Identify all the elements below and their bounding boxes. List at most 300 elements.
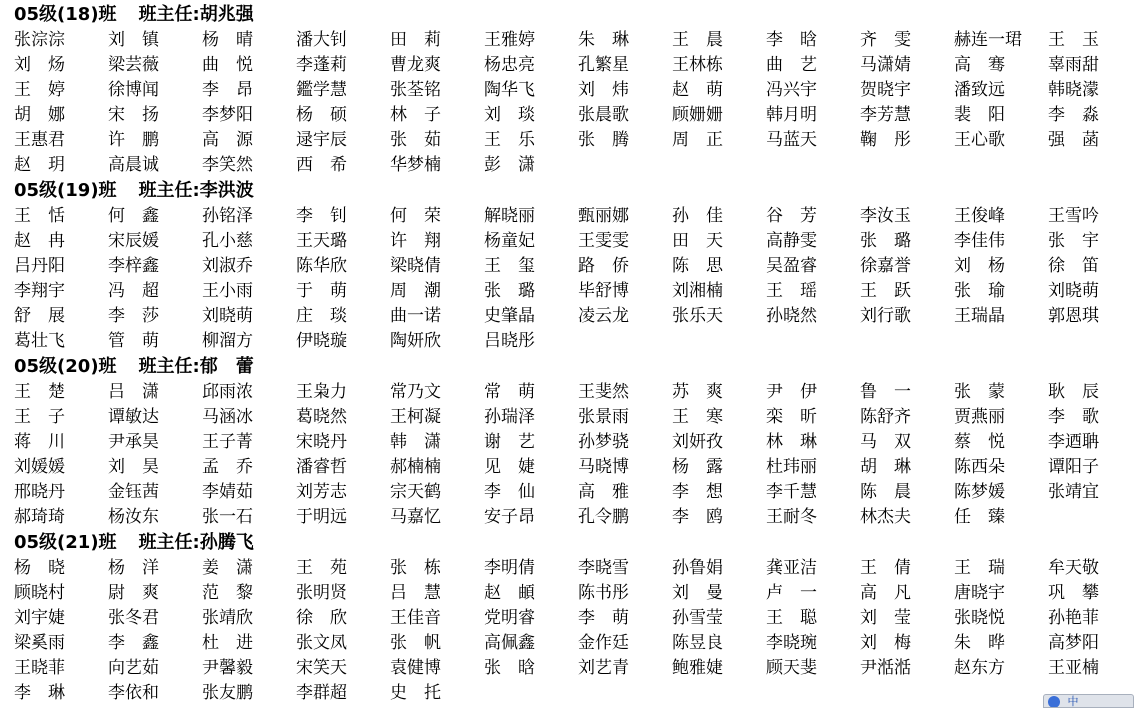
student-name: 马晓博 <box>578 457 629 477</box>
student-name: 曹龙爽 <box>390 55 441 75</box>
student-name: 张晨歌 <box>578 105 629 125</box>
student-name: 陈书彤 <box>578 583 629 603</box>
student-name: 王 玺 <box>484 256 535 276</box>
student-name <box>954 329 1048 354</box>
student-name: 林 琳 <box>766 432 817 452</box>
student-name: 韩 潇 <box>390 432 441 452</box>
student-name: 史肇晶 <box>484 306 535 326</box>
student-name: 陈 晨 <box>860 482 911 502</box>
student-name: 刘艺青 <box>578 658 629 678</box>
student-name: 路 侨 <box>578 256 629 276</box>
student-name: 赫连一珺 <box>954 30 1022 50</box>
student-name: 党明睿 <box>484 608 535 628</box>
student-name: 李晓雪 <box>578 558 629 578</box>
head-teacher-label: 班主任:李洪波 <box>138 180 254 201</box>
student-name: 郝琦琦 <box>14 507 65 527</box>
student-name: 王 乐 <box>484 130 535 150</box>
student-name: 葛壮飞 <box>14 331 65 351</box>
student-name: 刘 莹 <box>860 608 911 628</box>
student-name: 毕舒博 <box>578 281 629 301</box>
student-name: 李梓鑫 <box>108 256 159 276</box>
student-row <box>14 505 1134 530</box>
student-row <box>14 631 1134 656</box>
student-name: 王雅婷 <box>484 30 535 50</box>
student-name: 李 晗 <box>766 30 817 50</box>
student-name: 李蓬莉 <box>296 55 347 75</box>
student-name: 金钰茜 <box>108 482 159 502</box>
student-name: 张 腾 <box>578 130 629 150</box>
head-teacher-label: 班主任:胡兆强 <box>138 4 254 25</box>
student-name: 张 栋 <box>390 558 441 578</box>
student-name: 李 鑫 <box>108 633 159 653</box>
student-name: 陶华飞 <box>484 80 535 100</box>
student-name: 高 雅 <box>578 482 629 502</box>
student-name: 高晨诚 <box>108 155 159 175</box>
class-header <box>14 2 1134 28</box>
student-name: 顾姗姗 <box>672 105 723 125</box>
student-name: 徐 欣 <box>296 608 347 628</box>
student-name: 邢晓丹 <box>14 482 65 502</box>
student-name: 陶妍欣 <box>390 331 441 351</box>
student-row <box>14 681 1134 706</box>
student-name: 刘 昊 <box>108 457 159 477</box>
student-name: 王 子 <box>14 407 65 427</box>
student-name: 张友鹏 <box>202 683 253 703</box>
student-name: 刘 梅 <box>860 633 911 653</box>
student-name: 高静雯 <box>766 231 817 251</box>
student-name: 尹湉湉 <box>860 658 911 678</box>
student-name: 尹 伊 <box>766 382 817 402</box>
student-name: 赵东方 <box>954 658 1005 678</box>
student-row <box>14 380 1134 405</box>
student-name: 宗天鹤 <box>390 482 441 502</box>
student-name: 冯 超 <box>108 281 159 301</box>
student-name: 李 仙 <box>484 482 535 502</box>
student-name: 孙鲁娟 <box>672 558 723 578</box>
student-name: 刘 炜 <box>578 80 629 100</box>
student-name: 李 琳 <box>14 683 65 703</box>
student-row <box>14 329 1134 354</box>
student-row <box>14 279 1134 304</box>
student-name <box>578 681 672 706</box>
student-name: 王 寒 <box>672 407 723 427</box>
student-name: 柳溜方 <box>202 331 253 351</box>
class-header <box>14 178 1134 204</box>
class-roster <box>14 2 1134 706</box>
student-name: 孙梦骁 <box>578 432 629 452</box>
student-name: 高佩鑫 <box>484 633 535 653</box>
student-name: 贾燕丽 <box>954 407 1005 427</box>
student-name: 常乃文 <box>390 382 441 402</box>
student-name: 李明倩 <box>484 558 535 578</box>
student-name: 逯宇辰 <box>296 130 347 150</box>
student-row <box>14 430 1134 455</box>
student-name: 刘妍孜 <box>672 432 723 452</box>
student-name: 王佳音 <box>390 608 441 628</box>
student-name: 华梦楠 <box>390 155 441 175</box>
student-name: 于明远 <box>296 507 347 527</box>
student-name: 田 天 <box>672 231 723 251</box>
student-name: 郭恩琪 <box>1048 306 1099 326</box>
student-name: 王 婷 <box>14 80 65 100</box>
student-name: 任 臻 <box>954 507 1005 527</box>
student-row <box>14 28 1134 53</box>
student-name: 王 倩 <box>860 558 911 578</box>
student-name: 田 莉 <box>390 30 441 50</box>
student-name: 赵 萌 <box>672 80 723 100</box>
student-name: 李汝玉 <box>860 206 911 226</box>
student-name: 王惠君 <box>14 130 65 150</box>
student-name: 吴盈睿 <box>766 256 817 276</box>
student-name: 刘晓萌 <box>202 306 253 326</box>
student-name: 高 凡 <box>860 583 911 603</box>
student-name: 林 子 <box>390 105 441 125</box>
student-name: 潘致远 <box>954 80 1005 100</box>
student-name: 孔繁星 <box>578 55 629 75</box>
student-name: 王晓菲 <box>14 658 65 678</box>
student-name: 西 希 <box>296 155 347 175</box>
student-name: 徐博闻 <box>108 80 159 100</box>
class-label: 05级(20)班 <box>14 356 117 377</box>
student-name: 邱雨浓 <box>202 382 253 402</box>
student-name: 王林栋 <box>672 55 723 75</box>
student-name: 刘湘楠 <box>672 281 723 301</box>
student-name: 蔡 悦 <box>954 432 1005 452</box>
student-name: 陈西朵 <box>954 457 1005 477</box>
student-name: 杜 进 <box>202 633 253 653</box>
student-name: 王 晨 <box>672 30 723 50</box>
student-row <box>14 455 1134 480</box>
student-name: 李 歌 <box>1048 407 1099 427</box>
student-name: 见 婕 <box>484 457 535 477</box>
student-name: 杨汝东 <box>108 507 159 527</box>
student-name: 陈华欣 <box>296 256 347 276</box>
student-name: 刘宇婕 <box>14 608 65 628</box>
student-name: 孟 乔 <box>202 457 253 477</box>
student-name: 彭 潇 <box>484 155 535 175</box>
student-row <box>14 405 1134 430</box>
student-name: 伊晓璇 <box>296 331 347 351</box>
student-name: 张靖欣 <box>202 608 253 628</box>
student-name: 龚亚洁 <box>766 558 817 578</box>
student-row <box>14 229 1134 254</box>
student-name <box>766 681 860 706</box>
student-name: 张靖宜 <box>1048 482 1099 502</box>
student-name: 李千慧 <box>766 482 817 502</box>
student-name: 韩晓濛 <box>1048 80 1099 100</box>
student-name: 徐嘉誉 <box>860 256 911 276</box>
student-name: 吕晓彤 <box>484 331 535 351</box>
student-name <box>766 329 860 354</box>
student-name: 刘 镇 <box>108 30 159 50</box>
student-name <box>484 681 578 706</box>
student-name: 安子昂 <box>484 507 535 527</box>
student-name <box>1048 329 1134 354</box>
student-name: 张 宇 <box>1048 231 1099 251</box>
student-name: 刘媛媛 <box>14 457 65 477</box>
student-name: 凌云龙 <box>578 306 629 326</box>
student-name: 张晓悦 <box>954 608 1005 628</box>
student-name: 鲁 一 <box>860 382 911 402</box>
student-name <box>672 681 766 706</box>
student-name: 张 璐 <box>484 281 535 301</box>
student-name: 卢 一 <box>766 583 817 603</box>
student-row <box>14 128 1134 153</box>
student-name: 王 玉 <box>1048 30 1099 50</box>
student-row <box>14 581 1134 606</box>
student-name: 张 蒙 <box>954 382 1005 402</box>
student-name: 金作廷 <box>578 633 629 653</box>
student-name: 于 萌 <box>296 281 347 301</box>
student-name: 蒋 川 <box>14 432 65 452</box>
student-name: 马嘉忆 <box>390 507 441 527</box>
student-name: 刘 杨 <box>954 256 1005 276</box>
student-name: 宋晓丹 <box>296 432 347 452</box>
student-name: 梁芸薇 <box>108 55 159 75</box>
student-name: 杨 洋 <box>108 558 159 578</box>
student-name: 张 帆 <box>390 633 441 653</box>
student-name: 林杰夫 <box>860 507 911 527</box>
student-name: 刘行歌 <box>860 306 911 326</box>
student-name <box>672 153 766 178</box>
student-name: 葛晓然 <box>296 407 347 427</box>
student-name: 王 聪 <box>766 608 817 628</box>
student-name: 刘 琰 <box>484 105 535 125</box>
student-name: 李佳伟 <box>954 231 1005 251</box>
student-name: 王柯凝 <box>390 407 441 427</box>
class-header <box>14 354 1134 380</box>
student-name: 曲 悦 <box>202 55 253 75</box>
student-name: 高 骞 <box>954 55 1005 75</box>
student-name <box>766 153 860 178</box>
student-name: 曲 艺 <box>766 55 817 75</box>
student-name: 张景雨 <box>578 407 629 427</box>
student-name: 孙瑞泽 <box>484 407 535 427</box>
head-teacher-label: 班主任:郁 蕾 <box>138 356 254 377</box>
student-name: 管 萌 <box>108 331 159 351</box>
student-name: 周 正 <box>672 130 723 150</box>
student-name: 杨 露 <box>672 457 723 477</box>
student-name: 王 苑 <box>296 558 347 578</box>
student-name: 裴 阳 <box>954 105 1005 125</box>
student-name: 杜玮丽 <box>766 457 817 477</box>
student-name: 王亚楠 <box>1048 658 1099 678</box>
student-name: 马蓝天 <box>766 130 817 150</box>
student-name: 张荃铭 <box>390 80 441 100</box>
student-name: 刘晓萌 <box>1048 281 1099 301</box>
student-name: 孔令鹏 <box>578 507 629 527</box>
student-name: 杨 晴 <box>202 30 253 50</box>
student-name: 庄 琰 <box>296 306 347 326</box>
student-name: 谷 芳 <box>766 206 817 226</box>
student-name: 王斐然 <box>578 382 629 402</box>
student-name: 李 萌 <box>578 608 629 628</box>
student-name: 苏 爽 <box>672 382 723 402</box>
student-name: 牟天敬 <box>1048 558 1099 578</box>
student-name: 王小雨 <box>202 281 253 301</box>
student-name: 王瑞晶 <box>954 306 1005 326</box>
student-name: 何 鑫 <box>108 206 159 226</box>
student-name: 齐 雯 <box>860 30 911 50</box>
student-name: 杨 硕 <box>296 105 347 125</box>
student-name: 潘大钊 <box>296 30 347 50</box>
head-teacher-label: 班主任:孙腾飞 <box>138 532 254 553</box>
student-row <box>14 556 1134 581</box>
student-name <box>578 329 672 354</box>
student-name: 李 昂 <box>202 80 253 100</box>
student-name: 徐 笛 <box>1048 256 1099 276</box>
student-name: 朱 晔 <box>954 633 1005 653</box>
student-name: 张冬君 <box>108 608 159 628</box>
student-name: 王心歌 <box>954 130 1005 150</box>
student-name: 李 想 <box>672 482 723 502</box>
student-name: 朱 琳 <box>578 30 629 50</box>
student-name: 王雯雯 <box>578 231 629 251</box>
student-name: 张 璐 <box>860 231 911 251</box>
student-name: 孔小慈 <box>202 231 253 251</box>
student-row <box>14 480 1134 505</box>
student-name: 陈舒齐 <box>860 407 911 427</box>
student-name: 尹承昊 <box>108 432 159 452</box>
student-row <box>14 78 1134 103</box>
student-name: 赵 冉 <box>14 231 65 251</box>
student-name: 赵 頔 <box>484 583 535 603</box>
student-name: 吕 慧 <box>390 583 441 603</box>
student-name: 张文凤 <box>296 633 347 653</box>
student-name: 吕 潇 <box>108 382 159 402</box>
student-name: 冯兴宇 <box>766 80 817 100</box>
student-name: 舒 展 <box>14 306 65 326</box>
student-row <box>14 153 1134 178</box>
student-name: 高梦阳 <box>1048 633 1099 653</box>
student-name: 王枭力 <box>296 382 347 402</box>
student-name: 宋辰媛 <box>108 231 159 251</box>
student-name: 王天璐 <box>296 231 347 251</box>
student-name: 潘睿哲 <box>296 457 347 477</box>
student-name: 梁晓倩 <box>390 256 441 276</box>
student-name: 巩 攀 <box>1048 583 1099 603</box>
student-name: 孙晓然 <box>766 306 817 326</box>
student-name <box>578 153 672 178</box>
student-name: 李晓琬 <box>766 633 817 653</box>
student-name <box>954 681 1048 706</box>
student-name: 范 黎 <box>202 583 253 603</box>
student-name: 李依和 <box>108 683 159 703</box>
student-name: 王 楚 <box>14 382 65 402</box>
student-name: 王雪吟 <box>1048 206 1099 226</box>
student-name: 孙铭泽 <box>202 206 253 226</box>
student-name: 宋笑天 <box>296 658 347 678</box>
student-name: 高 源 <box>202 130 253 150</box>
student-name: 刘 炀 <box>14 55 65 75</box>
student-name: 郝楠楠 <box>390 457 441 477</box>
student-name: 许 鹏 <box>108 130 159 150</box>
student-name: 张淙淙 <box>14 30 65 50</box>
student-name: 王俊峰 <box>954 206 1005 226</box>
student-name: 孙艳菲 <box>1048 608 1099 628</box>
student-row <box>14 254 1134 279</box>
student-name: 唐晓宇 <box>954 583 1005 603</box>
student-row <box>14 103 1134 128</box>
class-label: 05级(21)班 <box>14 532 117 553</box>
student-name <box>672 329 766 354</box>
student-name: 陈昱良 <box>672 633 723 653</box>
student-name: 梁奚雨 <box>14 633 65 653</box>
student-name: 顾天斐 <box>766 658 817 678</box>
student-name: 张乐天 <box>672 306 723 326</box>
student-name: 李 钊 <box>296 206 347 226</box>
student-name: 周 潮 <box>390 281 441 301</box>
student-name: 李 莎 <box>108 306 159 326</box>
student-name: 杨童妃 <box>484 231 535 251</box>
student-name: 鑑学慧 <box>296 80 347 100</box>
student-name: 耿 辰 <box>1048 382 1099 402</box>
student-name: 向艺茹 <box>108 658 159 678</box>
student-name <box>1048 505 1134 530</box>
student-name: 解晓丽 <box>484 206 535 226</box>
student-name: 史 托 <box>390 683 441 703</box>
student-name: 何 荣 <box>390 206 441 226</box>
student-name: 李笑然 <box>202 155 253 175</box>
student-name: 孙雪莹 <box>672 608 723 628</box>
student-name: 甄丽娜 <box>578 206 629 226</box>
student-name: 辜雨甜 <box>1048 55 1099 75</box>
student-row <box>14 53 1134 78</box>
student-name: 鞠 彤 <box>860 130 911 150</box>
student-name: 鲍雅婕 <box>672 658 723 678</box>
student-name: 谢 艺 <box>484 432 535 452</box>
student-name: 张一石 <box>202 507 253 527</box>
ime-logo-icon[interactable] <box>1048 696 1060 708</box>
student-name: 杨 晓 <box>14 558 65 578</box>
student-name: 马潇婧 <box>860 55 911 75</box>
class-label: 05级(19)班 <box>14 180 117 201</box>
student-name: 刘淑乔 <box>202 256 253 276</box>
student-name: 李婧茹 <box>202 482 253 502</box>
student-row <box>14 606 1134 631</box>
student-name: 姜 潇 <box>202 558 253 578</box>
student-row <box>14 656 1134 681</box>
student-name: 王 跃 <box>860 281 911 301</box>
student-name: 李迺聃 <box>1048 432 1099 452</box>
student-row <box>14 204 1134 229</box>
student-name: 孙 佳 <box>672 206 723 226</box>
student-name: 胡 娜 <box>14 105 65 125</box>
student-name: 韩月明 <box>766 105 817 125</box>
student-name: 刘芳志 <box>296 482 347 502</box>
ime-toolbar[interactable] <box>1043 694 1134 708</box>
student-name: 陈梦媛 <box>954 482 1005 502</box>
class-label: 05级(18)班 <box>14 4 117 25</box>
student-name: 尹馨毅 <box>202 658 253 678</box>
student-name: 尉 爽 <box>108 583 159 603</box>
student-name: 马涵冰 <box>202 407 253 427</box>
student-name: 胡 琳 <box>860 457 911 477</box>
student-name: 李梦阳 <box>202 105 253 125</box>
student-name: 张 茹 <box>390 130 441 150</box>
student-name: 李芳慧 <box>860 105 911 125</box>
student-row <box>14 304 1134 329</box>
student-name: 王 恬 <box>14 206 65 226</box>
student-name: 张明贤 <box>296 583 347 603</box>
ime-mode-label[interactable]: 中 <box>1067 695 1079 708</box>
student-name <box>1048 153 1134 178</box>
class-header <box>14 530 1134 556</box>
student-name: 常 萌 <box>484 382 535 402</box>
student-name: 马 双 <box>860 432 911 452</box>
student-name <box>860 329 954 354</box>
student-name: 曲一诺 <box>390 306 441 326</box>
